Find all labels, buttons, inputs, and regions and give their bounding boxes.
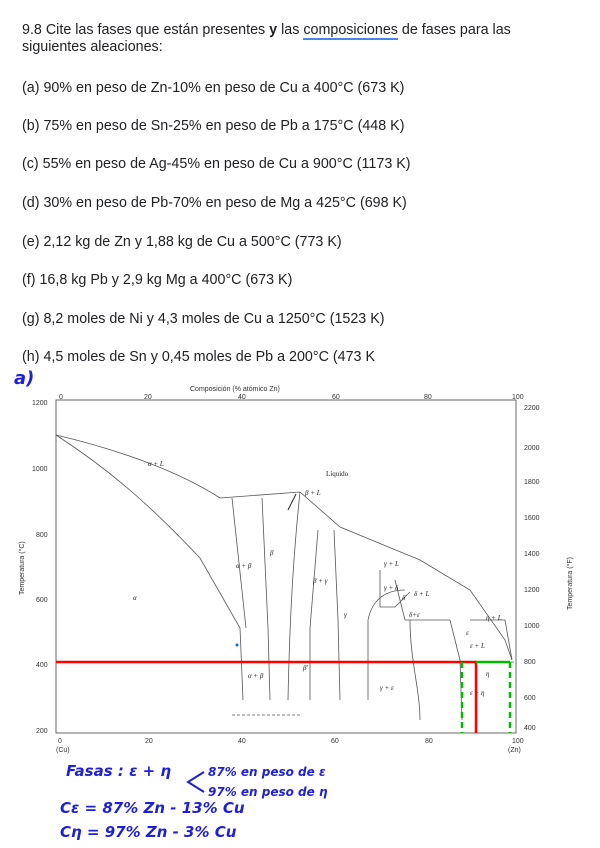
label-delta-eps: δ+ε: [409, 611, 420, 619]
right-ticks: [524, 405, 540, 732]
label-eta: η: [486, 670, 490, 678]
label-eps: ε: [466, 629, 469, 637]
composition-eps: Cε = 87% Zn - 13% Cu: [60, 799, 245, 817]
right-tick: 2000: [524, 445, 540, 452]
top-tick: 20: [144, 394, 152, 401]
left-tick: 200: [36, 728, 48, 735]
label-beta-gamma: β + γ: [313, 577, 328, 585]
left-tick: 600: [36, 597, 48, 604]
label-delta: δ: [402, 594, 406, 602]
eps-right: [450, 620, 462, 720]
bottom-tick: 40: [238, 738, 246, 745]
bottom-tick: 20: [145, 738, 153, 745]
label-alpha-beta-prime: α + β: [248, 672, 264, 680]
label-alpha: α: [133, 594, 137, 602]
right-tick: 600: [524, 695, 536, 702]
beta-gamma: [310, 530, 318, 700]
label-eps-eta: ε + η: [470, 689, 485, 697]
top-tick: 80: [424, 394, 432, 401]
top-tick: 40: [238, 394, 246, 401]
label-gamma-L: γ + L: [384, 560, 399, 568]
right-tick: 1400: [524, 551, 540, 558]
eps-left: [410, 620, 420, 720]
right-tick: 1000: [524, 623, 540, 630]
right-tick: 400: [524, 725, 536, 732]
top-axis-title: Composición (% atómico Zn): [190, 386, 280, 393]
branch-eta: 97% en peso de η: [208, 785, 328, 799]
left-tick: 800: [36, 532, 48, 539]
label-beta-L: β + L: [305, 489, 321, 497]
label-beta: β: [270, 549, 274, 557]
bottom-tick: 0: [58, 738, 62, 745]
red-annotation: [56, 662, 476, 733]
question-a: (a) 90% en peso de Zn-10% en peso de Cu a 400°C (673 K): [22, 80, 405, 96]
label-beta-prime: β': [303, 664, 308, 672]
bracket-icon: [188, 772, 204, 792]
eta-region: [470, 620, 512, 660]
left-tick: 1200: [32, 400, 48, 407]
right-tick: 2200: [524, 405, 540, 412]
right-tick: 1800: [524, 479, 540, 486]
right-axis-title: Temperatura (°F): [567, 557, 574, 610]
top-tick: 0: [59, 394, 63, 401]
bottom-left-label: (Cu): [56, 747, 70, 754]
question-f: (f) 16,8 kg Pb y 2,9 kg Mg a 400°C (673 K): [22, 272, 293, 288]
question-b: (b) 75% en peso de Sn-25% en peso de Pb a 175°C (448 K): [22, 118, 405, 134]
top-tick: 60: [332, 394, 340, 401]
right-tick: 800: [524, 659, 536, 666]
top-tick: 100: [512, 394, 524, 401]
liquidus-left: [56, 435, 220, 498]
phases-answer: Fasas : ε + η: [66, 762, 172, 780]
question-c: (c) 55% en peso de Ag-45% en peso de Cu a 900°C (1173 K): [22, 156, 411, 172]
label-eps-L: ε + L: [470, 642, 485, 650]
bottom-tick: 60: [331, 738, 339, 745]
bottom-tick: 100: [512, 738, 524, 745]
label-alpha-beta: α + β: [236, 562, 252, 570]
heading-text: las: [277, 22, 304, 38]
blue-dot: [236, 644, 239, 647]
beta-l-arrow: [288, 494, 296, 510]
label-gamma-eps: γ + ε: [380, 684, 394, 692]
heading-text: siguientes aleaciones:: [22, 39, 163, 55]
question-h: (h) 4,5 moles de Sn y 0,45 moles de Pb a 200°C (473 K: [22, 349, 376, 365]
heading-y: y: [269, 22, 278, 38]
gamma-right: [368, 590, 405, 620]
composition-eta: Cη = 97% Zn - 3% Cu: [60, 823, 237, 841]
bottom-ticks: [58, 738, 524, 745]
left-tick: 400: [36, 662, 48, 669]
diagram-frame: [56, 400, 516, 733]
bottom-right-label: (Zn): [508, 747, 521, 754]
question-g: (g) 8,2 moles de Ni y 4,3 moles de Cu a 1250°C (1523 K): [22, 311, 385, 327]
right-tick: 1200: [524, 587, 540, 594]
bottom-tick: 80: [425, 738, 433, 745]
solidus-alpha: [56, 435, 243, 700]
heading-text: 9.8 Cite las fases que están presentes: [22, 22, 270, 38]
label-delta-L: δ + L: [414, 590, 430, 598]
branch-eps: 87% en peso de ε: [208, 765, 326, 779]
highlighted-word: composiciones: [303, 22, 398, 38]
left-tick: 1000: [32, 466, 48, 473]
marker-a: a): [14, 368, 35, 389]
label-alpha-L: α + L: [148, 460, 164, 468]
question-e: (e) 2,12 kg de Zn y 1,88 kg de Cu a 500°C (773 K): [22, 234, 342, 250]
left-axis-title: Temperatura (°C): [19, 541, 26, 595]
label-eta-L: η + L: [486, 614, 502, 622]
alpha-beta-right: [262, 498, 270, 700]
label-liquid: Líquido: [326, 470, 349, 478]
beta-right: [288, 492, 300, 700]
right-tick: 1600: [524, 515, 540, 522]
label-gamma-delta: γ + δ: [384, 584, 399, 592]
phase-boundaries: [56, 435, 516, 720]
left-ticks: [32, 400, 48, 735]
question-d: (d) 30% en peso de Pb-70% en peso de Mg a 425°C (698 K): [22, 195, 407, 211]
label-gamma: γ: [344, 611, 347, 619]
heading-text: de fases para las: [397, 22, 511, 38]
gamma-left: [334, 530, 340, 700]
